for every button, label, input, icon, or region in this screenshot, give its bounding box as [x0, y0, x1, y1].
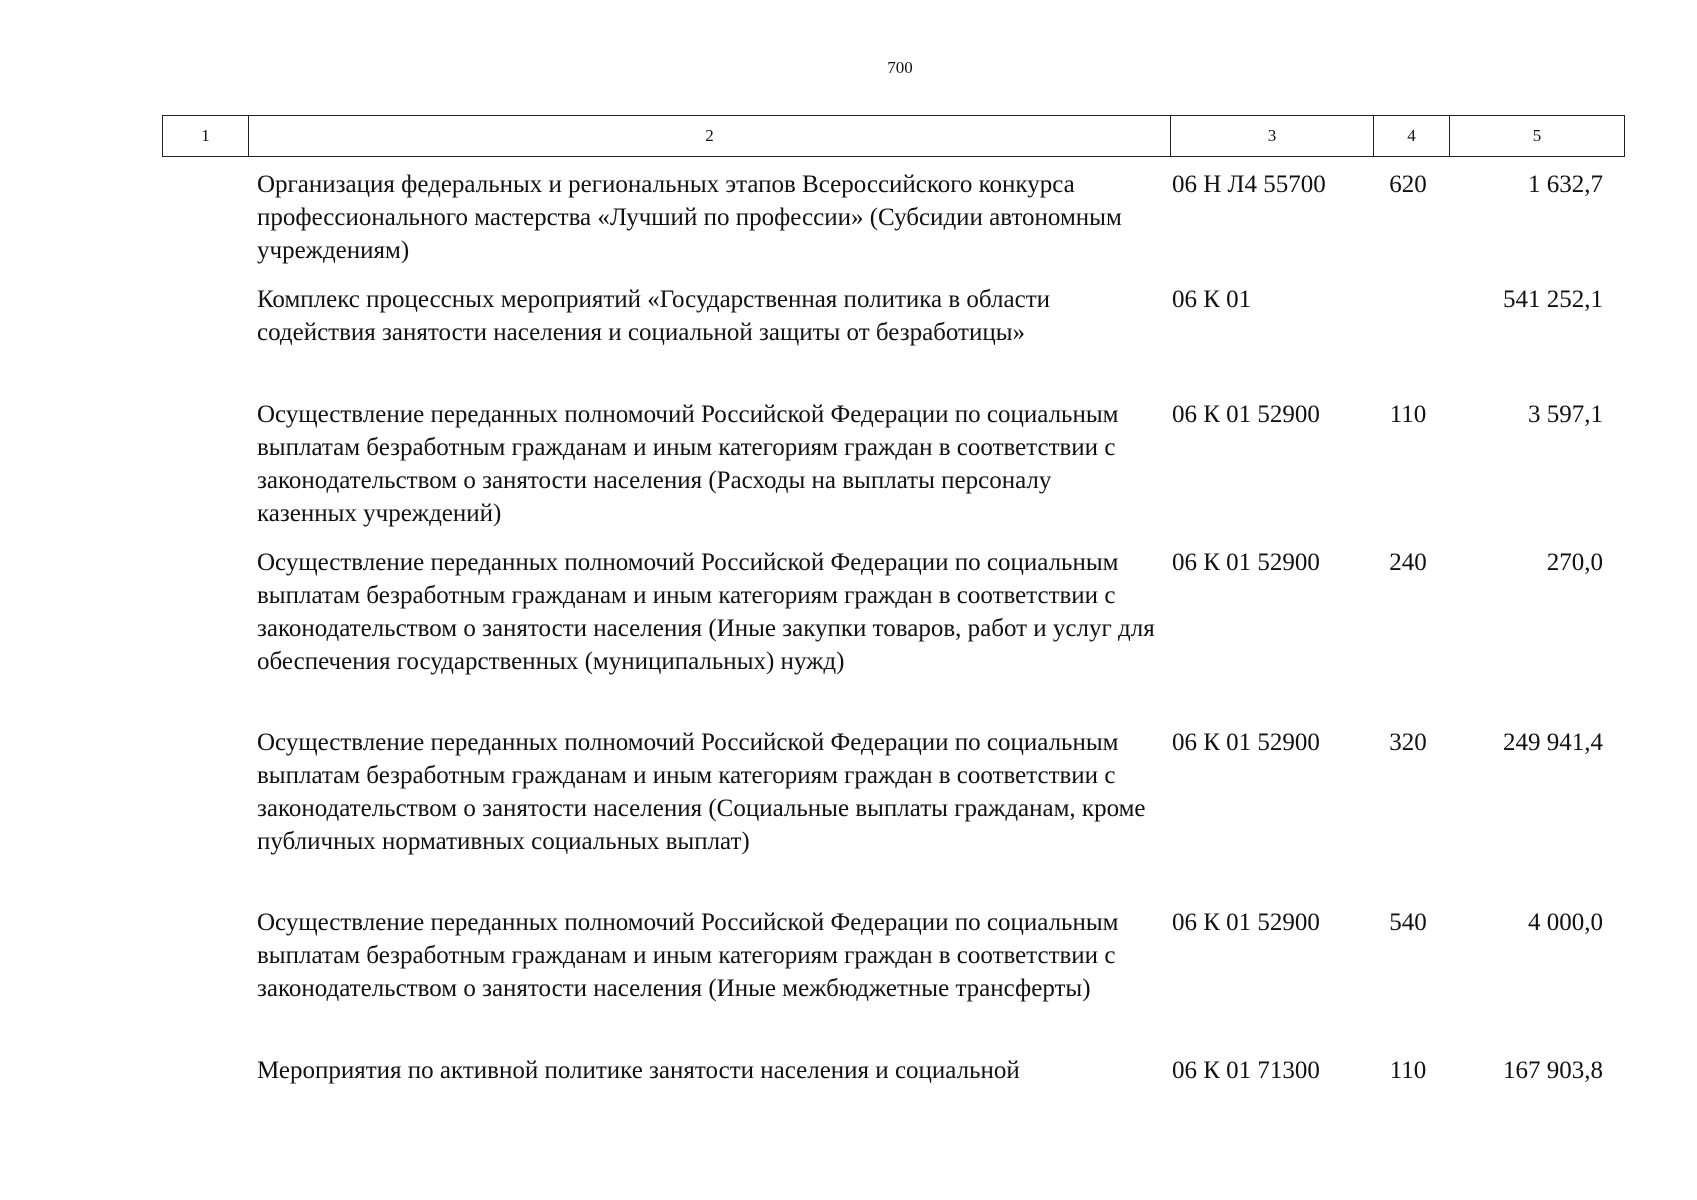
row-amount: 4 000,0: [1528, 909, 1603, 936]
row-code: 06 К 01 52900: [1172, 401, 1320, 428]
row-code: 06 К 01 52900: [1172, 909, 1320, 936]
row-code: 06 К 01: [1172, 286, 1252, 313]
header-col-1: 1: [162, 115, 249, 157]
row-type: 110: [1389, 1057, 1427, 1084]
row-description: Осуществление переданных полномочий Российской Федерации по социальным выплатам безработным гражданам и иным категориям граждан в соответствии с законодательством о занятости населения (Расходы на выплаты персоналу казенных учреждений): [257, 401, 1119, 527]
row-description: Осуществление переданных полномочий Российской Федерации по социальным выплатам безработным гражданам и иным категориям граждан в соответствии с законодательством о занятости населения (Социальные выплаты гражданам, кроме публичных нормативных социальных выплат): [257, 729, 1146, 855]
row-amount: 541 252,1: [1503, 286, 1603, 313]
row-code: 06 К 01 52900: [1172, 729, 1320, 756]
row-description: Мероприятия по активной политике занятости населения и социальной: [257, 1057, 1020, 1084]
row-type: 620: [1389, 171, 1427, 198]
row-code: 06 Н Л4 55700: [1172, 171, 1326, 198]
row-type: 540: [1389, 909, 1427, 936]
row-amount: 270,0: [1546, 549, 1603, 576]
row-description: Организация федеральных и региональных этапов Всероссийского конкурса профессионального мастерства «Лучший по профессии» (Субсидии автономным учреждениям): [257, 171, 1122, 264]
row-code: 06 К 01 71300: [1172, 1057, 1320, 1084]
row-description: Осуществление переданных полномочий Российской Федерации по социальным выплатам безработным гражданам и иным категориям граждан в соответствии с законодательством о занятости населения (Иные закупки товаров, работ и услуг для обеспечения государственных (муниципальных) нужд): [257, 549, 1155, 675]
page-number: 700: [887, 58, 913, 77]
row-amount: 249 941,4: [1503, 729, 1603, 756]
row-code: 06 К 01 52900: [1172, 549, 1320, 576]
row-amount: 3 597,1: [1528, 401, 1603, 428]
row-type: 320: [1389, 729, 1427, 756]
row-type: 110: [1389, 401, 1427, 428]
row-amount: 167 903,8: [1503, 1057, 1603, 1084]
header-col-2: 2: [249, 115, 1171, 157]
header-col-5: 5: [1450, 115, 1625, 157]
table-header: [162, 115, 1612, 159]
row-description: Комплекс процессных мероприятий «Государственная политика в области содействия занятости населения и социальной защиты от безработицы»: [257, 286, 1051, 346]
row-amount: 1 632,7: [1528, 171, 1603, 198]
row-type: 240: [1389, 549, 1427, 576]
header-col-3: 3: [1171, 115, 1374, 157]
header-col-4: 4: [1374, 115, 1450, 157]
row-description: Осуществление переданных полномочий Российской Федерации по социальным выплатам безработным гражданам и иным категориям граждан в соответствии с законодательством о занятости населения (Иные межбюджетные трансферты): [257, 909, 1119, 1002]
